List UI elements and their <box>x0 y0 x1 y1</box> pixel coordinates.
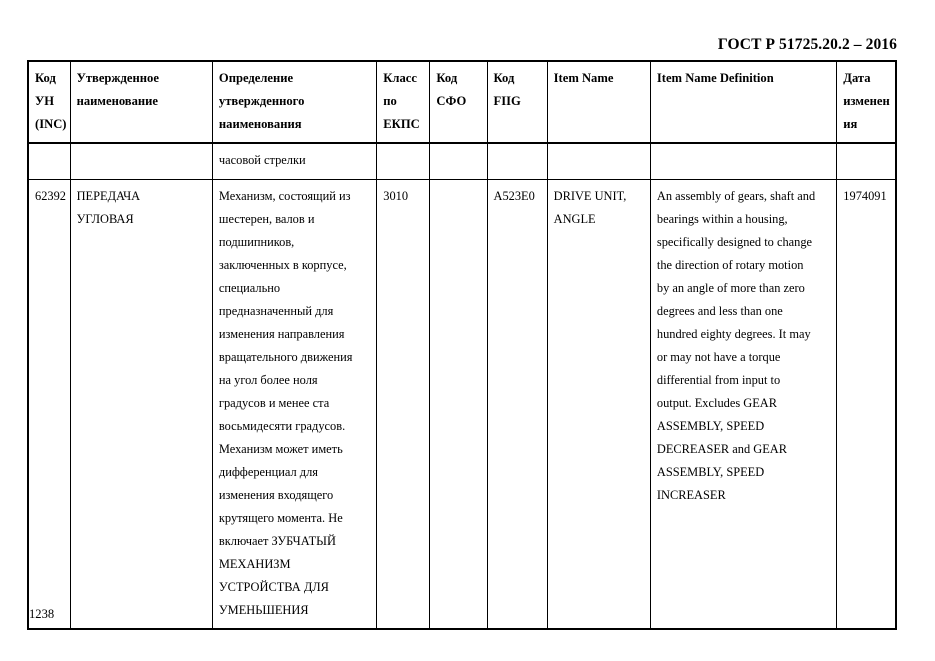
header-line: Код <box>35 71 56 85</box>
table-header-row <box>28 61 896 143</box>
cell-line: ANGLE <box>553 212 596 226</box>
cell-line: ПЕРЕДАЧА <box>76 189 141 203</box>
cell-line: часовой стрелки <box>218 153 306 167</box>
cell-line: Механизм, состоящий из <box>218 189 351 203</box>
cell-sfo-code <box>430 143 487 180</box>
cell-line: на угол более ноля <box>218 373 318 387</box>
cell-line: крутящего момента. Не <box>218 511 343 525</box>
cell-line: изменения направления <box>218 327 345 341</box>
cell-inc: 62392 <box>28 180 70 630</box>
cell-line: подшипников, <box>218 235 295 249</box>
column-header-inc <box>28 61 70 143</box>
cell-line: изменения входящего <box>218 488 334 502</box>
cell-line: degrees and less than one <box>656 304 783 318</box>
cell-line: or may not have a torque <box>656 350 781 364</box>
cell-line: ASSEMBLY, SPEED <box>656 465 765 479</box>
cell-line: specifically designed to change <box>656 235 813 249</box>
cell-line: Механизм может иметь <box>218 442 343 456</box>
page-number: 1238 <box>29 607 55 621</box>
cell-sfo-code <box>430 180 487 630</box>
column-header-item-name <box>547 61 650 143</box>
header-line: Код <box>436 71 458 85</box>
column-header-approved-name <box>70 61 212 143</box>
column-header-fiig-code <box>487 61 547 143</box>
cell-line: output. Excludes GEAR <box>656 396 777 410</box>
cell-line: hundred eighty degrees. It may <box>656 327 811 341</box>
cell-change-date <box>837 143 896 180</box>
cell-line: An assembly of gears, shaft and <box>656 189 816 203</box>
cell-fiig-code <box>487 143 547 180</box>
header-line: СФО <box>436 94 467 108</box>
cell-item-name-definition <box>650 143 836 180</box>
cell-line: ASSEMBLY, SPEED <box>656 419 765 433</box>
cell-line: специально <box>218 281 281 295</box>
cell-line: DECREASER and GEAR <box>656 442 787 456</box>
cell-item-name <box>547 143 650 180</box>
header-line: Код <box>493 71 515 85</box>
column-header-item-name-definition <box>650 61 836 143</box>
cell-line: предназначенный для <box>218 304 334 318</box>
table-row <box>28 180 896 630</box>
header-line: ЕКПС <box>383 117 420 131</box>
cell-change-date: 1974091 <box>837 180 896 630</box>
header-line: ия <box>843 117 858 131</box>
header-line: FIIG <box>493 94 521 108</box>
cell-inc <box>28 143 70 180</box>
header-line: УН <box>35 94 55 108</box>
cell-fiig-code: A523E0 <box>487 180 547 630</box>
cell-definition <box>212 180 376 630</box>
cell-line: вращательного движения <box>218 350 353 364</box>
cell-line: by an angle of more than zero <box>656 281 805 295</box>
cell-line: INCREASER <box>656 488 726 502</box>
cell-line: градусов и менее ста <box>218 396 330 410</box>
header-line: изменен <box>843 94 890 108</box>
column-header-ekps-class <box>377 61 430 143</box>
header-line: Дата <box>843 71 871 85</box>
cell-item-name <box>547 180 650 630</box>
header-line: Определение <box>218 71 294 85</box>
cell-line: УМЕНЬШЕНИЯ <box>218 603 309 617</box>
cell-ekps-class <box>377 143 430 180</box>
cell-line: восьмидесяти градусов. <box>218 419 346 433</box>
cell-line: bearings within a housing, <box>656 212 788 226</box>
cell-definition <box>212 143 376 180</box>
cell-line: шестерен, валов и <box>218 212 315 226</box>
header-line: Класс <box>383 71 417 85</box>
nomenclature-table <box>27 60 897 630</box>
cell-line: дифференциал для <box>218 465 318 479</box>
header-line: утвержденного <box>218 94 305 108</box>
column-header-definition <box>212 61 376 143</box>
header-line: (INC) <box>35 117 67 131</box>
cell-line: differential from input to <box>656 373 781 387</box>
cell-line: заключенных в корпусе, <box>218 258 347 272</box>
cell-ekps-class: 3010 <box>377 180 430 630</box>
header-line: по <box>383 94 397 108</box>
header-line: наименования <box>218 117 302 131</box>
cell-approved-name <box>70 180 212 630</box>
table-row <box>28 143 896 180</box>
cell-line: включает ЗУБЧАТЫЙ <box>218 534 336 548</box>
header-line: наименование <box>76 94 159 108</box>
header-line: Item Name <box>553 71 614 85</box>
cell-line: DRIVE UNIT, <box>553 189 627 203</box>
cell-line: МЕХАНИЗМ <box>218 557 291 571</box>
cell-line: УГЛОВАЯ <box>76 212 134 226</box>
cell-approved-name <box>70 143 212 180</box>
running-header: ГОСТ Р 51725.20.2 – 2016 <box>717 36 897 53</box>
cell-item-name-definition <box>650 180 836 630</box>
cell-line: УСТРОЙСТВА ДЛЯ <box>218 580 329 594</box>
header-line: Утвержденное <box>76 71 159 85</box>
header-line: Item Name Definition <box>656 71 774 85</box>
cell-line: the direction of rotary motion <box>656 258 804 272</box>
column-header-sfo-code <box>430 61 487 143</box>
column-header-change-date <box>837 61 896 143</box>
